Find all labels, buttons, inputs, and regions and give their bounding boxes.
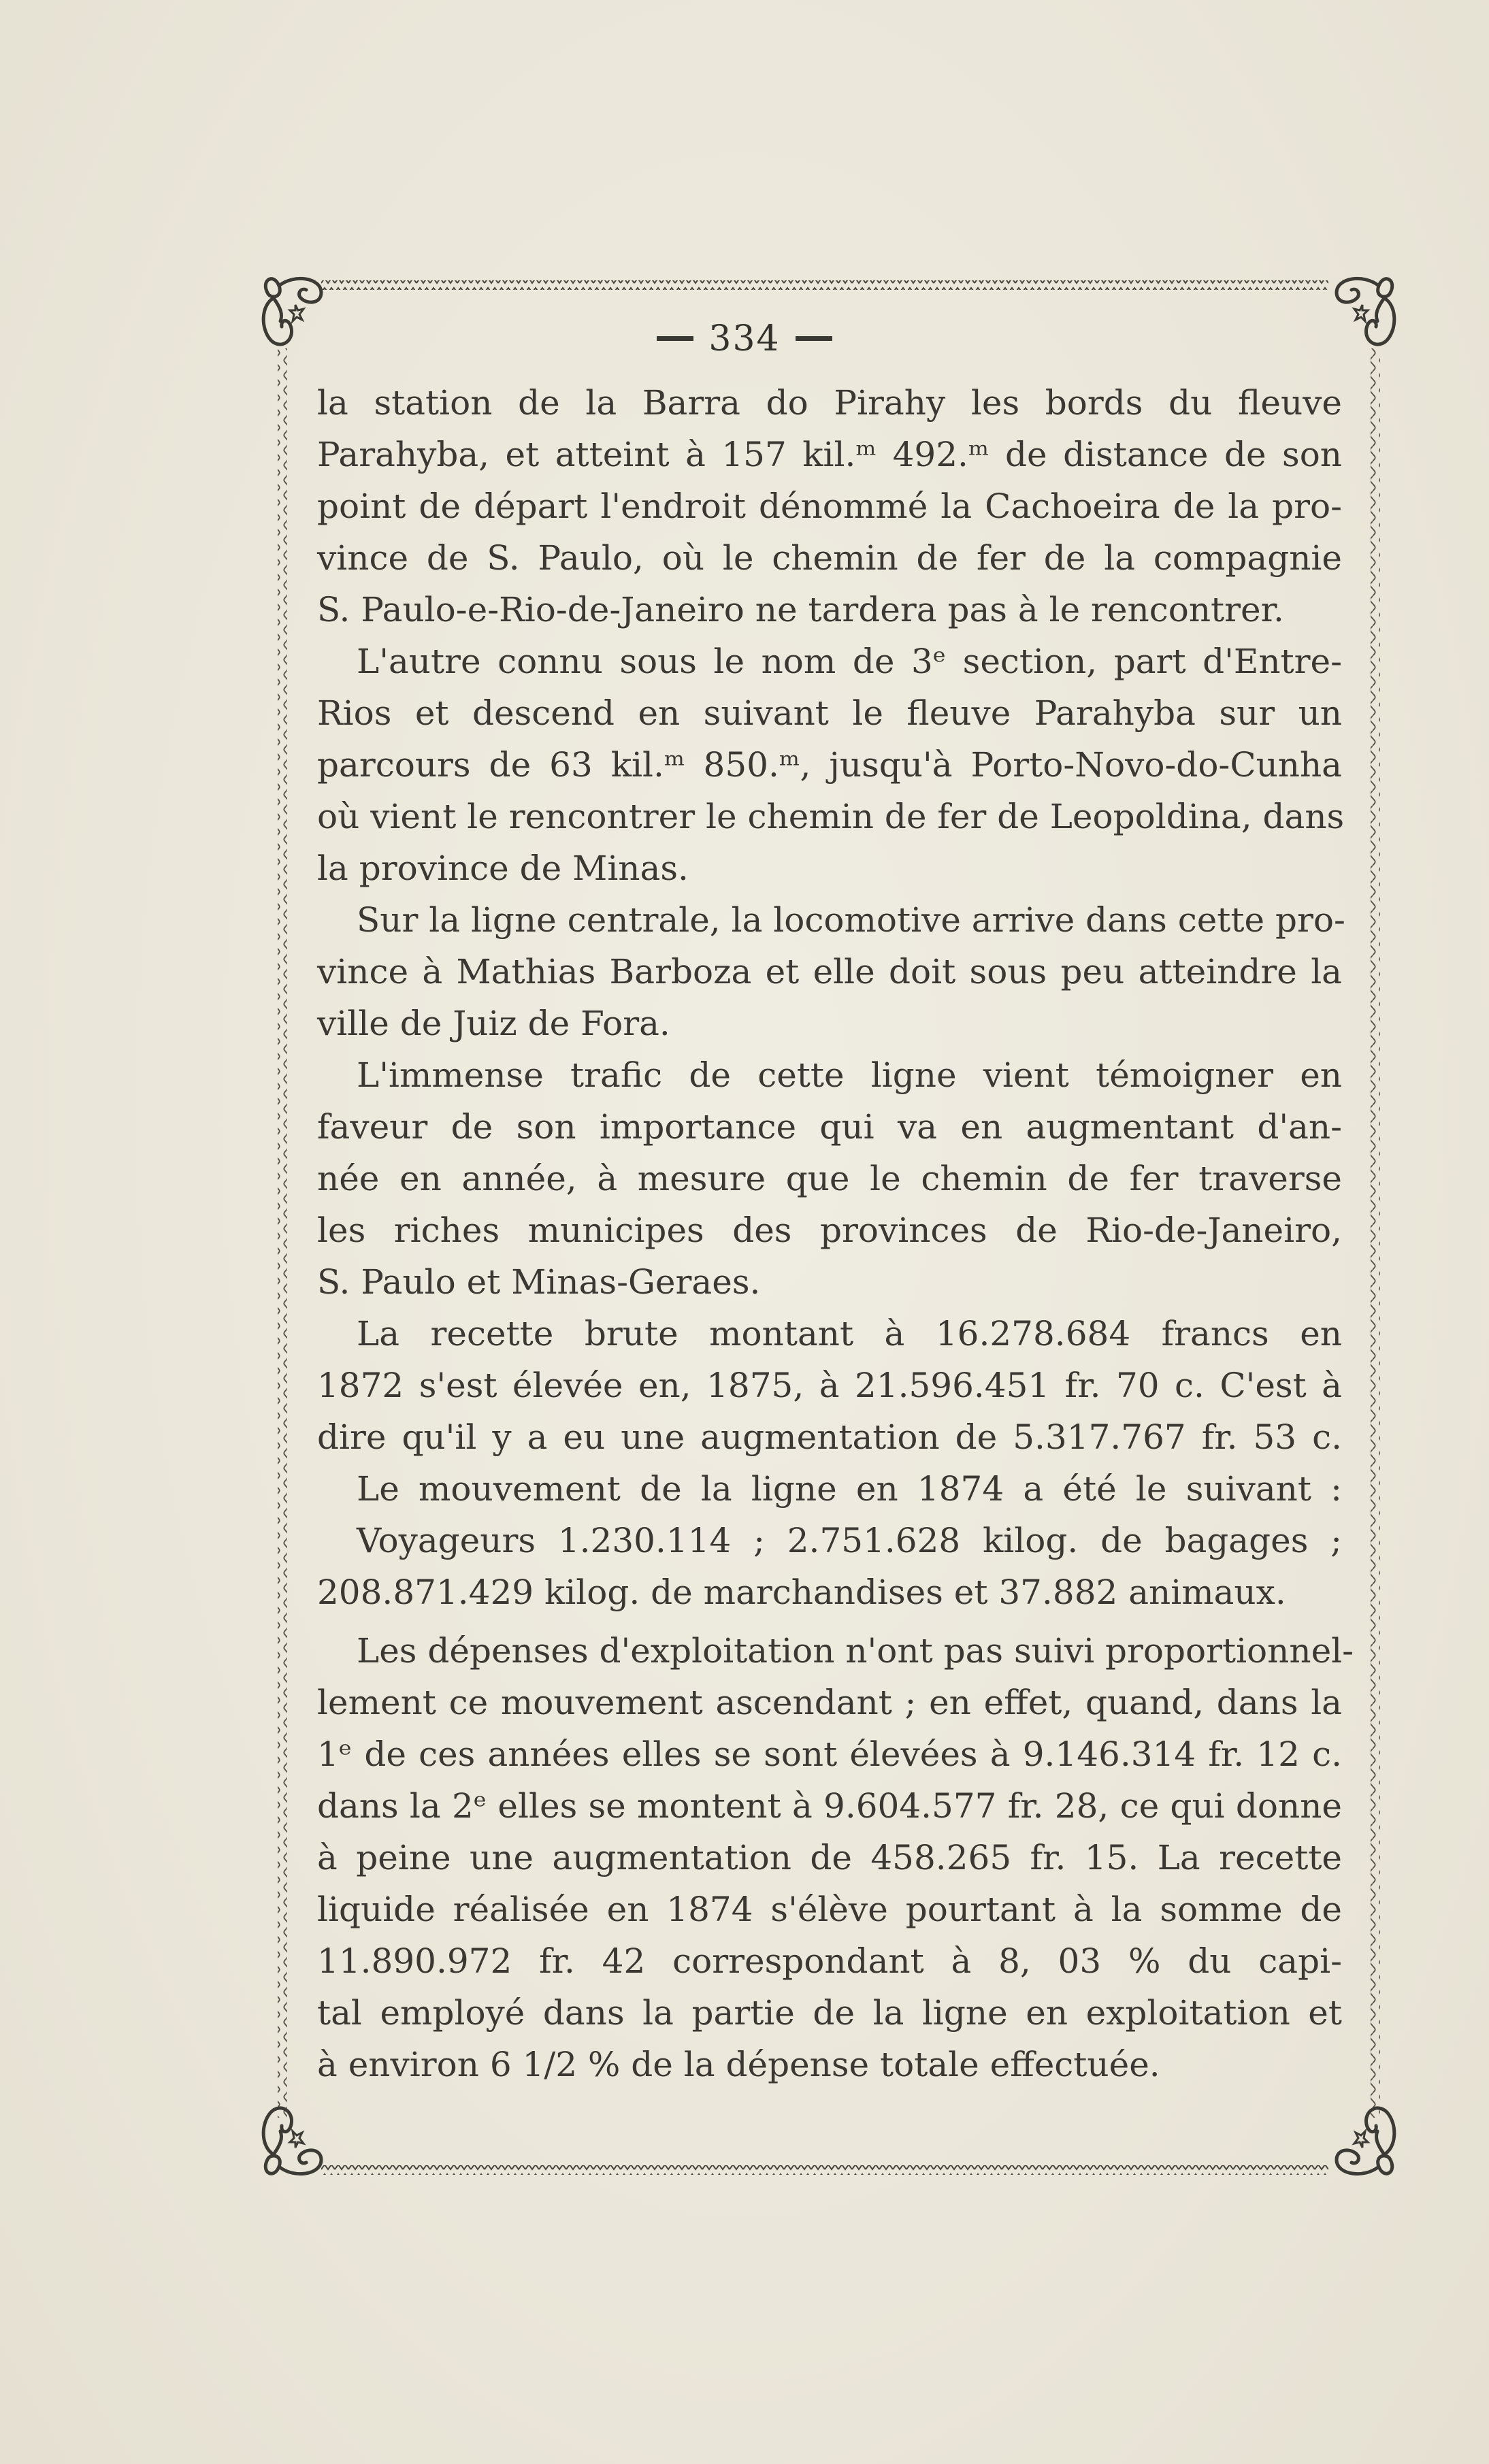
paragraph	[317, 1625, 1354, 2090]
text-line: La recette brute montant à 16.278.684 francs en	[357, 1314, 1342, 1353]
page-number-dash-left	[657, 336, 693, 341]
text-line: lement ce mouvement ascendant ; en effet, quand, dans la	[317, 1683, 1342, 1722]
text-line: point de départ l'endroit dénommé la Cachoeira de la pro-	[317, 487, 1342, 526]
text-line: ville de Juiz de Fora.	[317, 1004, 670, 1043]
text-line: dire qu'il y a eu une augmentation de 5.317.767 fr. 53 c.	[317, 1417, 1342, 1457]
text-line: parcours de 63 kil.ᵐ 850.ᵐ, jusqu'à Porto-Novo-do-Cunha	[317, 745, 1342, 785]
text-line: 1872 s'est élevée en, 1875, à 21.596.451 fr. 70 c. C'est à	[317, 1366, 1342, 1405]
text-line: Parahyba, et atteint à 157 kil.ᵐ 492.ᵐ de distance de son	[317, 435, 1342, 474]
text-line: tal employé dans la partie de la ligne en exploitation et	[317, 1993, 1342, 2033]
page-number-value: 334	[708, 318, 781, 359]
paragraph	[317, 1515, 1342, 1618]
text-line: vince à Mathias Barboza et elle doit sous peu atteindre la	[317, 952, 1342, 991]
text-line: Rios et descend en suivant le fleuve Parahyba sur un	[317, 693, 1342, 733]
text-line: L'immense trafic de cette ligne vient témoigner en	[357, 1055, 1342, 1095]
paragraph	[317, 1463, 1342, 1515]
text-line: à environ 6 1/2 % de la dépense totale effectuée.	[317, 2045, 1160, 2084]
bottom-right-flourish-icon	[1330, 2097, 1405, 2186]
paragraph	[317, 1049, 1342, 1308]
text-line: Voyageurs 1.230.114 ; 2.751.628 kilog. de bagages ;	[357, 1521, 1342, 1560]
text-line: à peine une augmentation de 458.265 fr. 15. La recette	[317, 1838, 1342, 1877]
text-line: Sur la ligne centrale, la locomotive arrive dans cette pro-	[357, 900, 1345, 940]
paragraph	[317, 1308, 1342, 1463]
paragraph	[317, 377, 1342, 636]
text-line: la province de Minas.	[317, 849, 689, 888]
body-text	[317, 377, 1354, 2090]
text-line: 11.890.972 fr. 42 correspondant à 8, 03 % du capi-	[317, 1941, 1342, 1981]
text-line: vince de S. Paulo, où le chemin de fer de la compagnie	[317, 538, 1342, 578]
text-line: les riches municipes des provinces de Rio-de-Janeiro,	[317, 1211, 1342, 1250]
paragraph	[317, 894, 1345, 1049]
text-line: L'autre connu sous le nom de 3ᵉ section, part d'Entre-	[357, 642, 1342, 681]
text-line: née en année, à mesure que le chemin de fer traverse	[317, 1159, 1342, 1198]
text-line: Le mouvement de la ligne en 1874 a été le suivant :	[357, 1469, 1342, 1509]
text-line: la station de la Barra do Pirahy les bords du fleuve	[317, 383, 1342, 423]
bottom-left-flourish-icon	[253, 2097, 328, 2186]
text-line: où vient le rencontrer le chemin de fer de Leopoldina, dans	[317, 797, 1345, 836]
text-line: liquide réalisée en 1874 s'élève pourtant à la somme de	[317, 1890, 1342, 1929]
text-line: S. Paulo et Minas-Geraes.	[317, 1262, 761, 1302]
page-number-dash-right	[796, 336, 832, 341]
text-line: 208.871.429 kilog. de marchandises et 37.882 animaux.	[317, 1573, 1286, 1612]
text-line: Les dépenses d'exploitation n'ont pas suivi proportionnel-	[357, 1631, 1354, 1671]
text-line: 1ᵉ de ces années elles se sont élevées à 9.146.314 fr. 12 c.	[317, 1735, 1342, 1774]
paragraph	[317, 636, 1345, 894]
text-line: S. Paulo-e-Rio-de-Janeiro ne tardera pas à le rencontrer.	[317, 590, 1284, 629]
page-number	[0, 318, 1489, 359]
text-line: dans la 2ᵉ elles se montent à 9.604.577 fr. 28, ce qui donne	[317, 1786, 1342, 1826]
text-line: faveur de son importance qui va en augmentant d'an-	[317, 1107, 1342, 1147]
